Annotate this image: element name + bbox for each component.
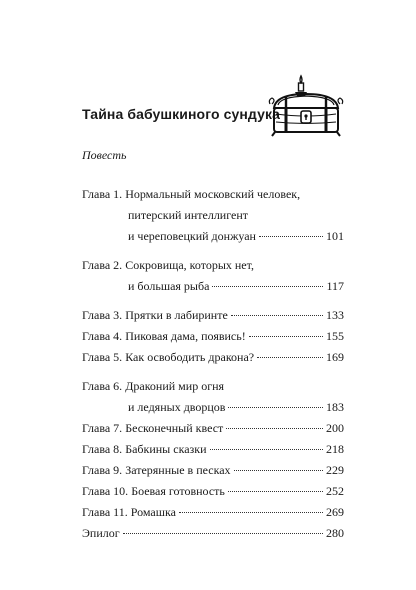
- toc-line: [82, 376, 344, 397]
- toc-chapter-title: Пиковая дама, появись!: [125, 329, 246, 343]
- toc-leader-dots: [179, 512, 323, 513]
- toc-line: [82, 439, 344, 460]
- toc-line: [82, 481, 344, 502]
- toc-chapter-label: Глава 1.: [82, 187, 123, 201]
- toc-entry[interactable]: [82, 347, 344, 368]
- toc-chapter-label: Глава 6.: [82, 379, 123, 393]
- toc-chapter-label: Глава 10.: [82, 484, 129, 498]
- toc-page-number: 101: [326, 229, 344, 243]
- toc-page-number: 200: [326, 421, 344, 435]
- toc-leader-dots: [259, 236, 323, 237]
- toc-page-number: 269: [326, 505, 344, 519]
- toc-chapter-label: Глава 11.: [82, 505, 128, 519]
- toc-gap: [82, 368, 344, 376]
- toc-page-number: 169: [326, 350, 344, 364]
- toc-entry[interactable]: [82, 481, 344, 502]
- toc-leader-dots: [257, 357, 323, 358]
- toc-chapter-title: Боевая готовность: [131, 484, 225, 498]
- toc-page-number: 280: [326, 526, 344, 540]
- toc-line: [82, 226, 344, 247]
- toc-chapter-title: Сокровища, которых нет,: [125, 258, 254, 272]
- toc-page-number: 117: [326, 279, 344, 293]
- toc-chapter-label: Глава 7.: [82, 421, 123, 435]
- toc-chapter-label: Глава 2.: [82, 258, 123, 272]
- toc-entry[interactable]: [82, 376, 344, 418]
- toc-leader-dots: [228, 491, 323, 492]
- toc-line: [82, 347, 344, 368]
- toc-chapter-title: Как освободить дракона?: [125, 350, 255, 364]
- toc-chapter-label: Глава 4.: [82, 329, 123, 343]
- toc-entry[interactable]: [82, 326, 344, 347]
- toc-leader-dots: [228, 407, 323, 408]
- toc-chapter-label: Эпилог: [82, 526, 120, 540]
- book-title: Тайна бабушкиного сундука: [82, 106, 280, 122]
- toc-chapter-title: Ромашка: [130, 505, 176, 519]
- toc-page-number: 183: [326, 400, 344, 414]
- toc-entry[interactable]: [82, 255, 344, 297]
- toc-line: [82, 184, 344, 205]
- toc-line: [82, 205, 344, 226]
- toc-chapter-title: и ледяных дворцов: [128, 400, 226, 414]
- table-of-contents: [82, 184, 344, 544]
- toc-chapter-title: Прятки в лабиринте: [125, 308, 228, 322]
- toc-line: [82, 460, 344, 481]
- toc-entry[interactable]: [82, 502, 344, 523]
- toc-leader-dots: [123, 533, 323, 534]
- toc-chapter-title: Бесконечный квест: [125, 421, 224, 435]
- genre-label: Повесть: [82, 148, 127, 162]
- toc-line: [82, 502, 344, 523]
- toc-page-number: 252: [326, 484, 344, 498]
- toc-gap: [82, 297, 344, 305]
- toc-line: [82, 523, 344, 544]
- toc-entry[interactable]: [82, 305, 344, 326]
- toc-leader-dots: [231, 315, 323, 316]
- toc-chapter-title: Затерянные в песках: [125, 463, 231, 477]
- toc-leader-dots: [210, 449, 323, 450]
- toc-leader-dots: [234, 470, 323, 471]
- toc-page-number: 133: [326, 308, 344, 322]
- toc-page-number: 218: [326, 442, 344, 456]
- toc-chapter-label: Глава 8.: [82, 442, 123, 456]
- treasure-chest-icon: [268, 74, 344, 138]
- toc-chapter-title: Бабкины сказки: [125, 442, 207, 456]
- toc-entry[interactable]: [82, 460, 344, 481]
- toc-entry[interactable]: [82, 523, 344, 544]
- toc-entry[interactable]: [82, 418, 344, 439]
- toc-chapter-title: Нормальный московский человек,: [125, 187, 301, 201]
- toc-leader-dots: [226, 428, 323, 429]
- toc-chapter-title: питерский интеллигент: [128, 208, 248, 222]
- toc-chapter-label: Глава 9.: [82, 463, 123, 477]
- toc-line: [82, 255, 344, 276]
- toc-page-number: 155: [326, 329, 344, 343]
- toc-chapter-title: и череповецкий донжуан: [128, 229, 256, 243]
- toc-line: [82, 276, 344, 297]
- toc-chapter-title: Драконий мир огня: [125, 379, 225, 393]
- toc-entry[interactable]: [82, 439, 344, 460]
- toc-line: [82, 418, 344, 439]
- toc-chapter-label: Глава 5.: [82, 350, 123, 364]
- toc-chapter-title: и большая рыба: [128, 279, 210, 293]
- toc-line: [82, 397, 344, 418]
- toc-leader-dots: [212, 286, 323, 287]
- toc-gap: [82, 247, 344, 255]
- toc-leader-dots: [249, 336, 323, 337]
- toc-entry[interactable]: [82, 184, 344, 247]
- toc-line: [82, 305, 344, 326]
- toc-page-number: 229: [326, 463, 344, 477]
- toc-chapter-label: Глава 3.: [82, 308, 123, 322]
- toc-line: [82, 326, 344, 347]
